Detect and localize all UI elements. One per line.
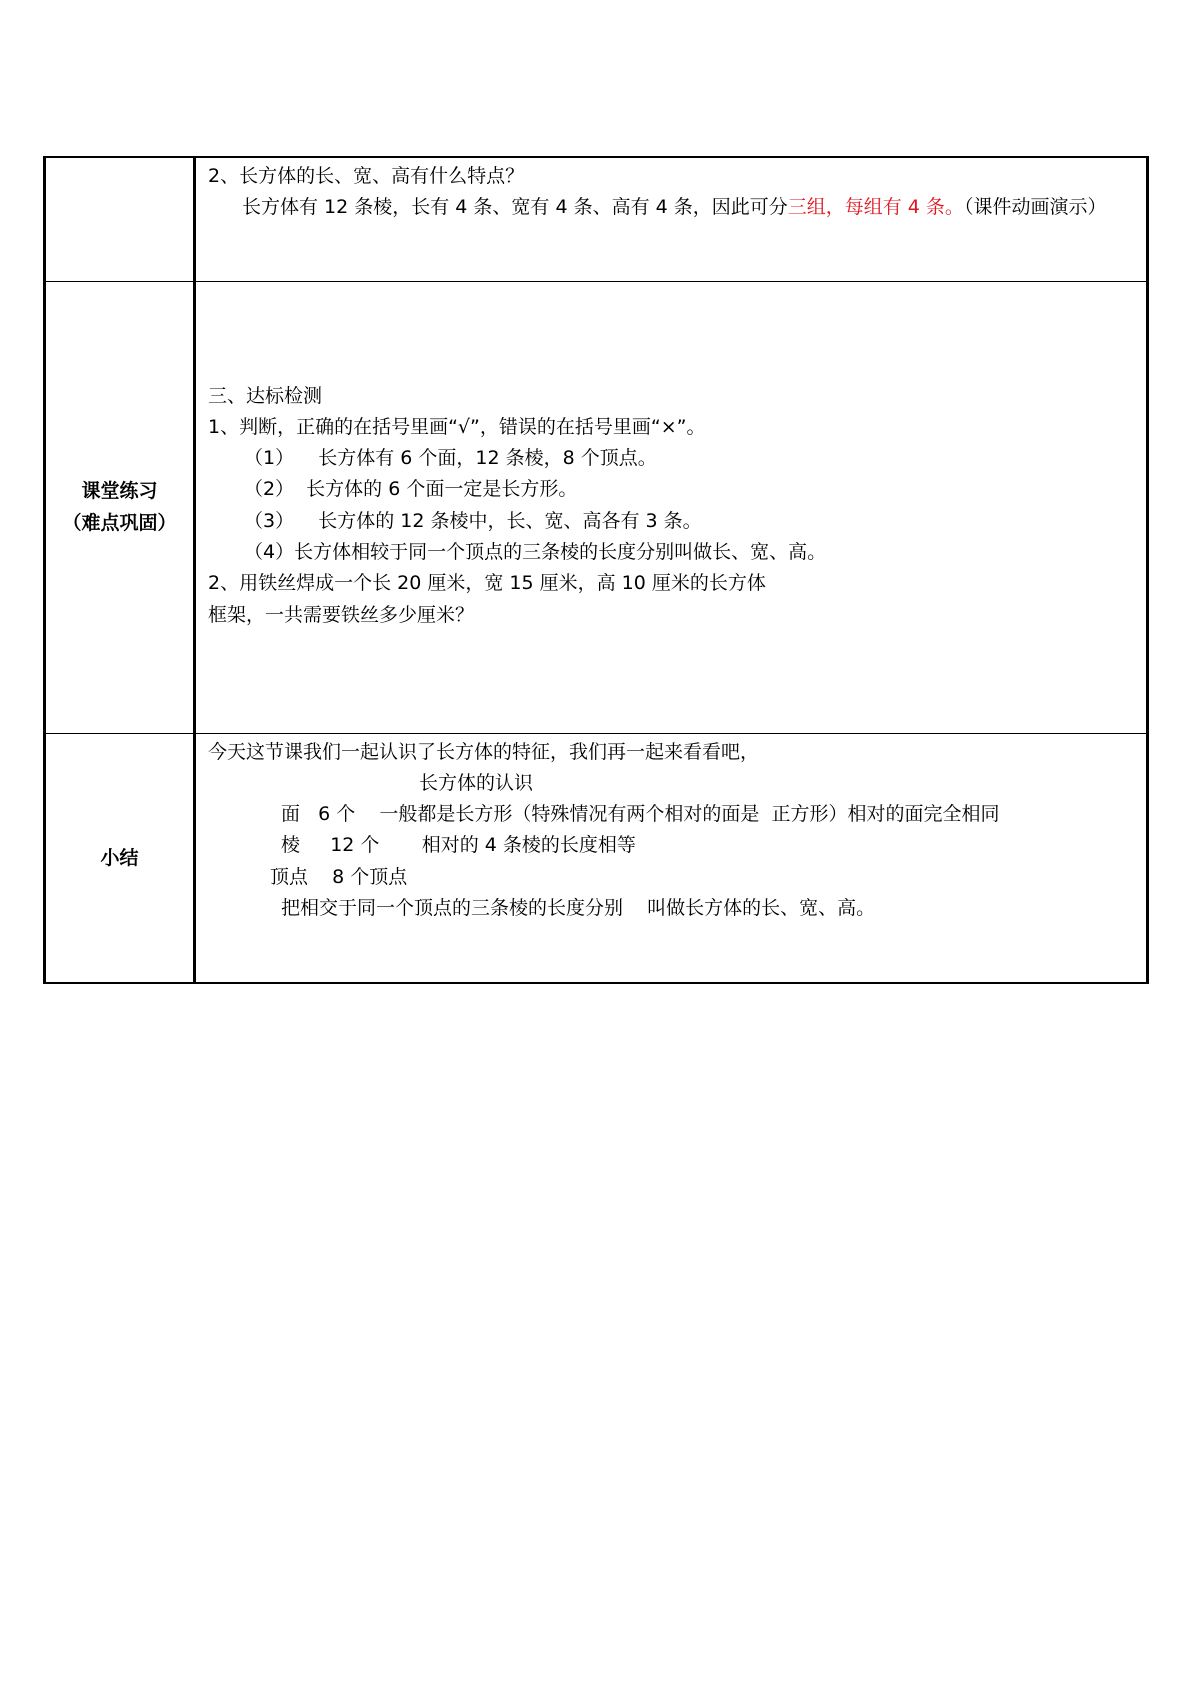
- row-content: [195, 733, 1148, 983]
- section-title: 三、达标检测: [208, 384, 323, 407]
- row-content: [195, 157, 1148, 281]
- row-label-empty: [45, 157, 195, 281]
- question-text: 2、长方体的长、宽、高有什么特点？: [208, 165, 525, 187]
- label-title: 小结: [100, 846, 139, 869]
- summary-line: 顶点 8 个顶点: [270, 865, 408, 888]
- row-label: [45, 281, 195, 733]
- summary-line: 棱 12 个 相对的 4 条棱的长度相等: [281, 834, 636, 857]
- row-content: [195, 281, 1148, 733]
- highlight-text: 三组，每组有 4 条。: [787, 196, 964, 219]
- exercise-line: （2） 长方体的 6 个面一定是长方形。: [244, 478, 578, 501]
- label-title: 课堂练习: [81, 480, 158, 502]
- spacer: [208, 285, 1136, 381]
- summary-line: 把相交于同一个顶点的三条棱的长度分别 叫做长方体的长、宽、高。: [281, 896, 876, 919]
- lesson-table: [43, 156, 1149, 984]
- row-label: [45, 733, 195, 983]
- table-row: [45, 733, 1148, 983]
- table-row: [45, 157, 1148, 281]
- summary-line: 今天这节课我们一起认识了长方体的特征，我们再一起来看看吧，: [208, 740, 760, 763]
- table-row: [45, 281, 1148, 733]
- summary-heading: 长方体的认识: [419, 771, 534, 794]
- exercise-line: 框架，一共需要铁丝多少厘米？: [208, 603, 475, 626]
- exercise-line: 2、用铁丝焊成一个长 20 厘米，宽 15 厘米，高 10 厘米的长方体: [208, 572, 766, 595]
- exercise-line: （1） 长方体有 6 个面，12 条棱，8 个顶点。: [244, 447, 657, 470]
- exercise-line: （4）长方体相较于同一个顶点的三条棱的长度分别叫做长、宽、高。: [244, 540, 827, 563]
- label-subtitle: （难点巩固）: [62, 512, 177, 534]
- summary-line: 面 6 个 一般都是长方形（特殊情况有两个相对的面是 正方形）相对的面完全相同: [281, 803, 1000, 826]
- answer-text: 长方体有 12 条棱，长有 4 条、宽有 4 条、高有 4 条，因此可分: [242, 196, 788, 219]
- exercise-line: （3） 长方体的 12 条棱中，长、宽、高各有 3 条。: [244, 509, 702, 532]
- answer-paragraph: [208, 192, 1136, 223]
- note-text: （课件动画演示）: [963, 196, 1107, 219]
- exercise-line: 1、判断，正确的在括号里画“√”，错误的在括号里画“×”。: [208, 415, 706, 438]
